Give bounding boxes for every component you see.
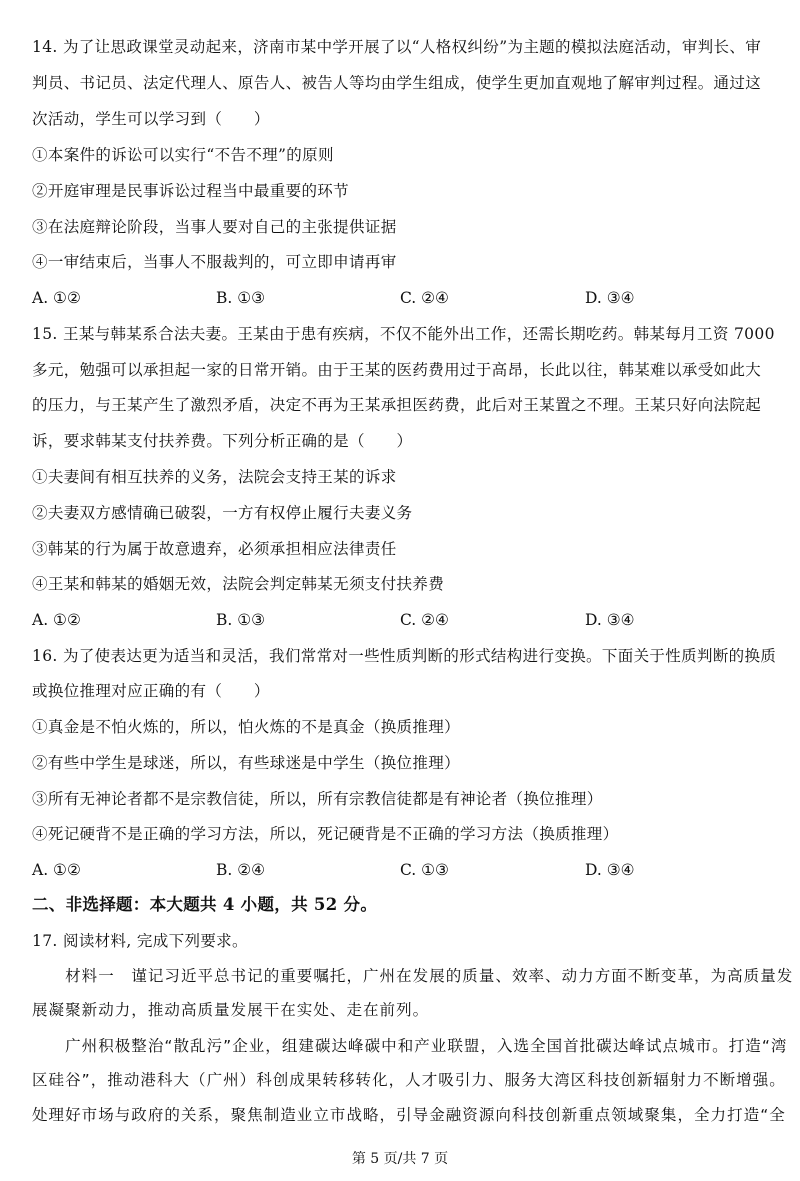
question-16-stem-line-1: 16. 为了使表达更为适当和灵活，我们常常对一些性质判断的形式结构进行变换。下面关于性质判断的换质	[32, 647, 777, 665]
question-15-stem-line-1: 15. 王某与韩某系合法夫妻。王某由于患有疾病，不仅不能外出工作，还需长期吃药。韩某每月工资 7000	[32, 325, 775, 343]
question-15-item-1: ①夫妻间有相互扶养的义务，法院会支持王某的诉求	[32, 468, 397, 486]
option-d[interactable]: D. ③④	[585, 611, 635, 629]
option-a[interactable]: A. ①②	[32, 861, 81, 879]
question-14-item-2: ②开庭审理是民事诉讼过程当中最重要的环节	[32, 182, 350, 200]
material-line-3: 广州积极整治“散乱污”企业，组建碳达峰碳中和产业联盟，入选全国首批碳达峰试点城市。打造“湾	[32, 1037, 788, 1055]
option-c[interactable]: C. ②④	[400, 289, 449, 307]
option-d[interactable]: D. ③④	[585, 861, 635, 879]
question-14-item-3: ③在法庭辩论阶段，当事人要对自己的主张提供证据	[32, 218, 397, 236]
question-16-item-1: ①真金是不怕火炼的，所以，怕火炼的不是真金（换质推理）	[32, 718, 460, 736]
question-14-stem-line-1: 14. 为了让思政课堂灵动起来，济南市某中学开展了以“人格权纠纷”为主题的模拟法庭活动，审判长、审	[32, 38, 762, 56]
question-14-stem-line-3: 次活动，学生可以学习到（ ）	[32, 110, 270, 128]
page-number: 第 5 页/共 7 页	[351, 1151, 449, 1167]
question-16-item-4: ④死记硬背不是正确的学习方法，所以，死记硬背是不正确的学习方法（换质推理）	[32, 825, 619, 843]
option-b[interactable]: B. ①③	[216, 611, 266, 629]
material-line-1: 材料一 谨记习近平总书记的重要嘱托，广州在发展的质量、效率、动力方面不断变革，为高质量发	[32, 967, 794, 985]
question-14-item-4: ④一审结束后，当事人不服裁判的，可立即申请再审	[32, 253, 397, 271]
material-line-4: 区硅谷”，推动港科大（广州）科创成果转移转化，人才吸引力、服务大湾区科技创新辐射力不断增强。	[32, 1071, 786, 1089]
question-15-stem-line-3: 的压力，与王某产生了激烈矛盾，决定不再为王某承担医药费，此后对王某置之不理。王某只好向法院起	[32, 396, 762, 414]
question-16-item-3: ③所有无神论者都不是宗教信徒，所以，所有宗教信徒都是有神论者（换位推理）	[32, 790, 603, 808]
question-14-item-1: ①本案件的诉讼可以实行“不告不理”的原则	[32, 146, 334, 164]
option-c[interactable]: C. ①③	[400, 861, 449, 879]
option-b[interactable]: B. ②④	[216, 861, 266, 879]
question-15-item-4: ④王某和韩某的婚姻无效，法院会判定韩某无须支付扶养费	[32, 575, 445, 593]
option-b[interactable]: B. ①③	[216, 289, 266, 307]
option-c[interactable]: C. ②④	[400, 611, 449, 629]
question-15-stem-line-2: 多元，勉强可以承担起一家的日常开销。由于王某的医药费用过于高昂，长此以往，韩某难以承受如此大	[32, 361, 762, 379]
option-a[interactable]: A. ①②	[32, 289, 81, 307]
material-line-2: 展凝聚新动力，推动高质量发展干在实处、走在前列。	[32, 1001, 430, 1019]
question-17-intro: 17. 阅读材料, 完成下列要求。	[32, 932, 248, 950]
question-15-item-3: ③韩某的行为属于故意遗弃，必须承担相应法律责任	[32, 540, 397, 558]
question-15-item-2: ②夫妻双方感情确已破裂，一方有权停止履行夫妻义务	[32, 504, 413, 522]
question-15-stem-line-4: 诉，要求韩某支付扶养费。下列分析正确的是（ ）	[32, 432, 413, 450]
question-16-item-2: ②有些中学生是球迷，所以，有些球迷是中学生（换位推理）	[32, 754, 460, 772]
material-line-5: 处理好市场与政府的关系，聚焦制造业立市战略，引导金融资源向科技创新重点领域聚集，全力打造“全	[32, 1106, 786, 1124]
option-a[interactable]: A. ①②	[32, 611, 81, 629]
section-heading: 二、非选择题：本大题共 4 小题，共 52 分。	[32, 895, 378, 914]
question-14-stem-line-2: 判员、书记员、法定代理人、原告人、被告人等均由学生组成，使学生更加直观地了解审判过程。通过这	[32, 74, 762, 92]
question-16-stem-line-2: 或换位推理对应正确的有（ ）	[32, 682, 270, 700]
option-d[interactable]: D. ③④	[585, 289, 635, 307]
